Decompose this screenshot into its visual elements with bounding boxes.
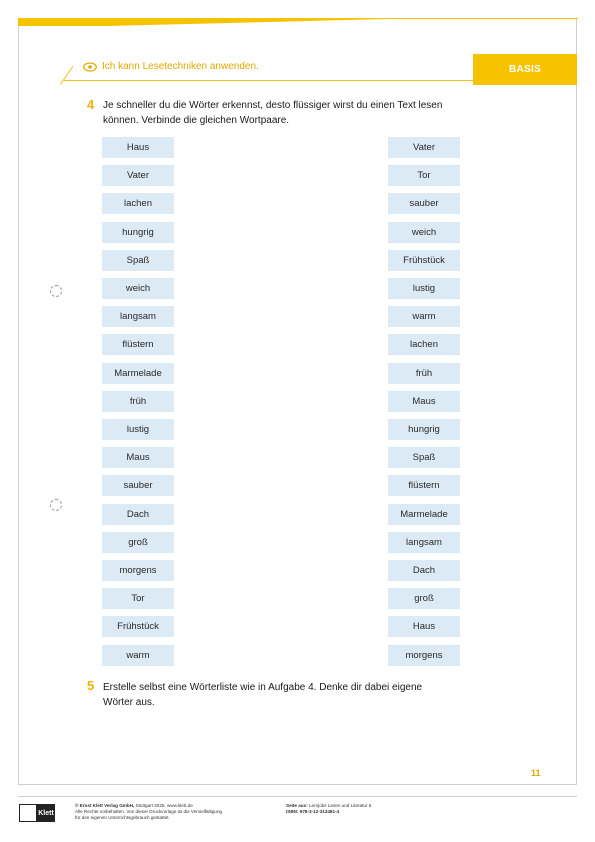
eye-icon — [83, 62, 97, 72]
left-word-box[interactable]: lustig — [102, 419, 174, 440]
left-word-box[interactable]: Spaß — [102, 250, 174, 271]
right-word-box[interactable]: Haus — [388, 616, 460, 637]
task-5-text-line2: Wörter aus. — [103, 697, 155, 708]
right-word-box[interactable]: Tor — [388, 165, 460, 186]
task-5-number: 5 — [87, 678, 95, 693]
top-accent-stripe — [18, 18, 578, 26]
page-number: 11 — [531, 768, 541, 778]
logo-mark — [19, 804, 37, 822]
right-word-box[interactable]: weich — [388, 222, 460, 243]
footer-source-label: Seite aus: — [286, 803, 308, 808]
header-underline — [64, 80, 474, 81]
level-badge: BASIS — [473, 54, 577, 85]
left-word-box[interactable]: Tor — [102, 588, 174, 609]
footer-divider — [18, 796, 577, 797]
header-title: Ich kann Lesetechniken anwenden. — [102, 61, 259, 72]
right-word-box[interactable]: langsam — [388, 532, 460, 553]
footer-rights-line2: für den eigenen Unterrichtsgebrauch gestattet. — [75, 815, 170, 820]
right-word-box[interactable]: Dach — [388, 560, 460, 581]
footer-copyright — [75, 803, 222, 821]
left-word-box[interactable]: hungrig — [102, 222, 174, 243]
right-word-box[interactable]: Marmelade — [388, 504, 460, 525]
left-word-box[interactable]: Marmelade — [102, 363, 174, 384]
right-word-box[interactable]: groß — [388, 588, 460, 609]
right-word-box[interactable]: Maus — [388, 391, 460, 412]
left-word-box[interactable]: Dach — [102, 504, 174, 525]
footer-source-value: Lernjobs Lesen und Literatur 5 — [307, 803, 372, 808]
footer-copyright-rest: Stuttgart 2025, www.klett.de — [134, 803, 193, 808]
task-5-text-line1: Erstelle selbst eine Wörterliste wie in Aufgabe 4. Denke dir dabei eigene — [103, 682, 423, 693]
right-word-box[interactable]: hungrig — [388, 419, 460, 440]
right-word-box[interactable]: Spaß — [388, 447, 460, 468]
left-word-box[interactable]: früh — [102, 391, 174, 412]
footer-rights-line1: Alle Rechte vorbehalten. Von dieser Druckvorlage ist die Vervielfältigung — [75, 809, 223, 814]
right-word-box[interactable]: lachen — [388, 334, 460, 355]
right-word-box[interactable]: früh — [388, 363, 460, 384]
left-word-box[interactable]: Haus — [102, 137, 174, 158]
right-word-box[interactable]: warm — [388, 306, 460, 327]
right-word-box[interactable]: Frühstück — [388, 250, 460, 271]
left-word-box[interactable]: Frühstück — [102, 616, 174, 637]
left-word-box[interactable]: lachen — [102, 193, 174, 214]
left-word-box[interactable]: Vater — [102, 165, 174, 186]
task-5-text — [103, 680, 422, 710]
footer-isbn: ISBN: 978-3-12-313481-4 — [286, 809, 340, 814]
right-word-box[interactable]: lustig — [388, 278, 460, 299]
task-4-text-line1: Je schneller du die Wörter erkennst, desto flüssiger wirst du einen Text lesen — [103, 100, 443, 111]
right-word-box[interactable]: flüstern — [388, 475, 460, 496]
punch-hole-mark — [50, 499, 62, 511]
left-word-box[interactable]: groß — [102, 532, 174, 553]
left-word-box[interactable]: langsam — [102, 306, 174, 327]
task-4-text — [103, 98, 442, 128]
left-word-box[interactable]: Maus — [102, 447, 174, 468]
publisher-logo — [19, 804, 55, 822]
punch-hole-mark — [50, 285, 62, 297]
left-word-box[interactable]: weich — [102, 278, 174, 299]
footer-source — [286, 803, 371, 815]
right-word-box[interactable]: morgens — [388, 645, 460, 666]
task-4-text-line2: können. Verbinde die gleichen Wortpaare. — [103, 115, 290, 126]
left-word-box[interactable]: morgens — [102, 560, 174, 581]
logo-text: Klett — [37, 804, 55, 822]
task-4-number: 4 — [87, 97, 95, 112]
footer-copyright-bold: © Ernst Klett Verlag GmbH, — [75, 803, 135, 808]
right-word-box[interactable]: sauber — [388, 193, 460, 214]
left-word-box[interactable]: warm — [102, 645, 174, 666]
left-word-box[interactable]: flüstern — [102, 334, 174, 355]
left-word-box[interactable]: sauber — [102, 475, 174, 496]
right-word-box[interactable]: Vater — [388, 137, 460, 158]
